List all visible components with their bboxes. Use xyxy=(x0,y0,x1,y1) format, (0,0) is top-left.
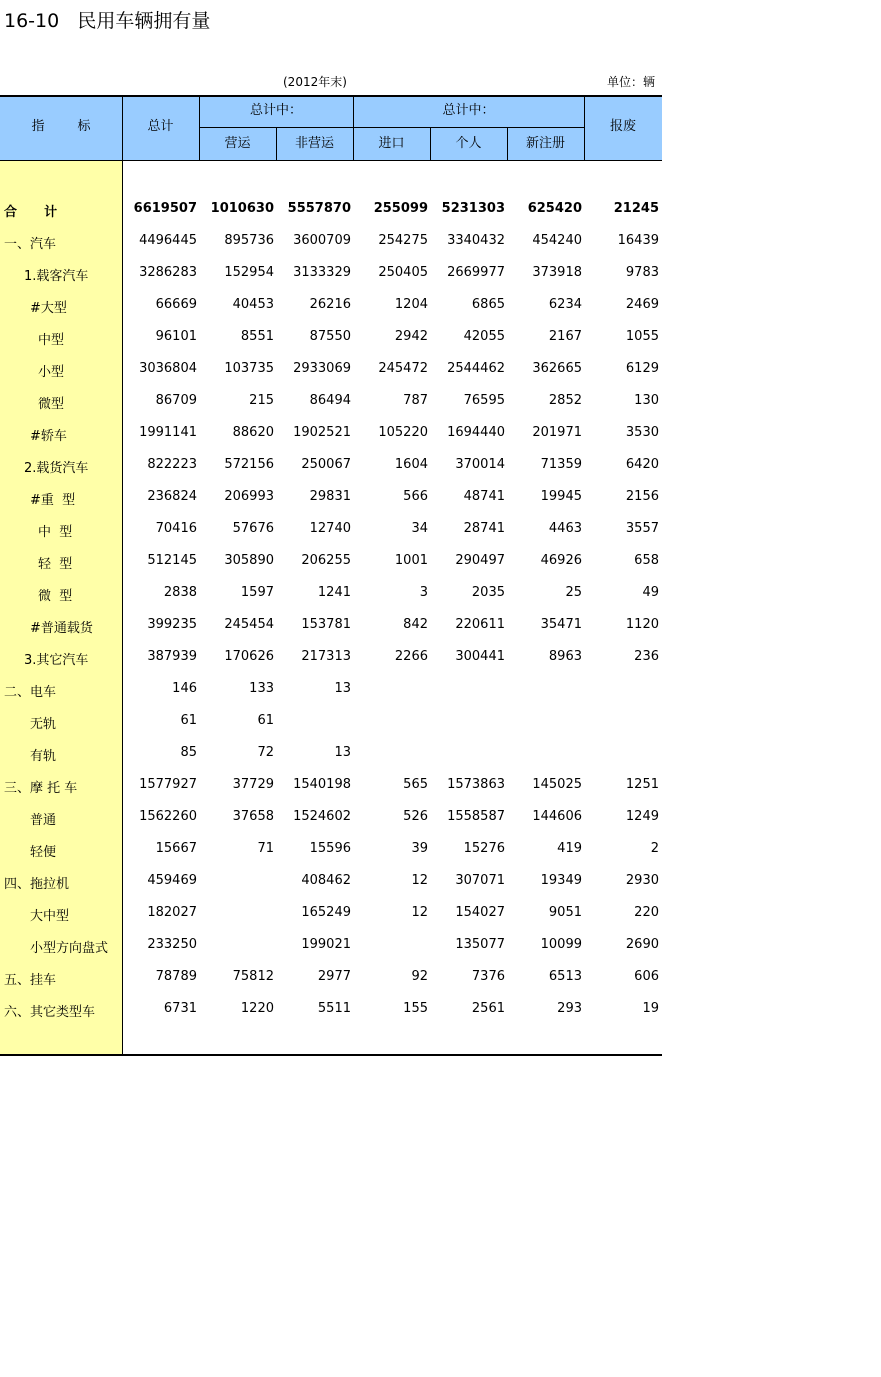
table-cell: 2977 xyxy=(317,969,351,984)
table-cell: 154027 xyxy=(455,905,505,920)
row-label: 微型 xyxy=(38,397,65,412)
table-cell: 5511 xyxy=(317,1001,351,1016)
header-personal: 个人 xyxy=(455,136,482,151)
table-cell: 42055 xyxy=(463,329,505,344)
table-cell: 408462 xyxy=(301,873,351,888)
row-label: 六、其它类型车 xyxy=(4,1005,96,1020)
table-cell: 255099 xyxy=(373,201,428,216)
table-cell: 217313 xyxy=(301,649,351,664)
table-cell: 8963 xyxy=(548,649,582,664)
table-cell: 236 xyxy=(634,649,659,664)
table-cell: 512145 xyxy=(147,553,197,568)
header-group1: 总计中： xyxy=(249,103,302,118)
table-cell: 6129 xyxy=(625,361,659,376)
table-row xyxy=(0,416,662,448)
table-cell: 5557870 xyxy=(287,201,351,216)
table-cell: 34 xyxy=(411,521,428,536)
table-row xyxy=(0,288,662,320)
row-label: 五、挂车 xyxy=(4,973,57,988)
table-cell: 822223 xyxy=(147,457,197,472)
row-label: 轻便 xyxy=(30,845,57,860)
table-title: 16-10 民用车辆拥有量 xyxy=(4,10,211,32)
table-row xyxy=(0,608,662,640)
table-cell: 155 xyxy=(403,1001,428,1016)
table-cell: 2933069 xyxy=(293,361,351,376)
table-cell: 15276 xyxy=(463,841,505,856)
table-cell: 28741 xyxy=(463,521,505,536)
header-new-registered: 新注册 xyxy=(525,136,565,151)
table-cell: 29831 xyxy=(309,489,351,504)
table-cell: 15596 xyxy=(309,841,351,856)
table-cell: 37729 xyxy=(232,777,274,792)
table-cell: 2266 xyxy=(394,649,428,664)
table-cell: 26216 xyxy=(309,297,351,312)
table-cell: 3 xyxy=(419,585,428,600)
row-label: 中 型 xyxy=(38,525,73,540)
table-cell: 1540198 xyxy=(293,777,351,792)
table-row xyxy=(0,576,662,608)
table-cell: 254275 xyxy=(378,233,428,248)
table-cell: 182027 xyxy=(147,905,197,920)
row-label: 小型方向盘式 xyxy=(30,941,109,956)
row-label: 3.其它汽车 xyxy=(24,653,89,668)
table-cell: 293 xyxy=(557,1001,582,1016)
table-cell: 76595 xyxy=(463,393,505,408)
row-label: #轿车 xyxy=(30,429,67,444)
table-cell: 2669977 xyxy=(447,265,505,280)
table-cell: 419 xyxy=(557,841,582,856)
table-cell: 7376 xyxy=(471,969,505,984)
table-cell: 19349 xyxy=(540,873,582,888)
table-cell: 13 xyxy=(334,681,351,696)
table-cell: 135077 xyxy=(455,937,505,952)
table-cell: 6865 xyxy=(471,297,505,312)
table-cell: 9051 xyxy=(548,905,582,920)
table-cell: 206255 xyxy=(301,553,351,568)
table-cell: 1241 xyxy=(317,585,351,600)
row-label: #重 型 xyxy=(30,493,76,508)
table-cell: 1120 xyxy=(625,617,659,632)
table-cell: 21245 xyxy=(613,201,659,216)
unit-label: 单位：辆 xyxy=(607,75,656,89)
table-cell: 3286283 xyxy=(139,265,197,280)
table-cell: 145025 xyxy=(532,777,582,792)
table-row xyxy=(0,480,662,512)
table-cell: 1204 xyxy=(394,297,428,312)
table-cell: 12740 xyxy=(309,521,351,536)
table-cell: 88620 xyxy=(232,425,274,440)
table-cell: 49 xyxy=(642,585,659,600)
table-cell: 566 xyxy=(403,489,428,504)
table-cell: 459469 xyxy=(147,873,197,888)
table-cell: 87550 xyxy=(309,329,351,344)
table-row xyxy=(0,448,662,480)
table-cell: 658 xyxy=(634,553,659,568)
table-cell: 3600709 xyxy=(293,233,351,248)
table-cell: 12 xyxy=(411,905,428,920)
table-row xyxy=(0,640,662,672)
header-imported: 进口 xyxy=(378,136,405,151)
table-cell: 1562260 xyxy=(139,809,197,824)
table-cell: 165249 xyxy=(301,905,351,920)
table-row xyxy=(0,960,662,992)
header-bottom-border xyxy=(0,160,662,161)
row-label: 轻 型 xyxy=(38,557,73,572)
table-row xyxy=(0,672,662,704)
table-row xyxy=(0,704,662,736)
table-cell: 895736 xyxy=(224,233,274,248)
table-cell: 71359 xyxy=(540,457,582,472)
table-row xyxy=(0,800,662,832)
table-cell: 2156 xyxy=(625,489,659,504)
row-label: #普通载货 xyxy=(30,621,93,636)
table-cell: 72 xyxy=(257,745,274,760)
row-label: 三、摩 托 车 xyxy=(4,781,78,796)
table-row xyxy=(0,832,662,864)
table-cell: 35471 xyxy=(540,617,582,632)
table-row xyxy=(0,544,662,576)
table-cell: 4463 xyxy=(548,521,582,536)
table-cell: 2942 xyxy=(394,329,428,344)
table-cell: 1251 xyxy=(625,777,659,792)
table-cell: 61 xyxy=(180,713,197,728)
table-cell: 75812 xyxy=(232,969,274,984)
table-cell: 10099 xyxy=(540,937,582,952)
table-cell: 39 xyxy=(411,841,428,856)
table-cell: 245472 xyxy=(378,361,428,376)
header-indicator: 指 标 xyxy=(31,119,91,134)
table-row xyxy=(0,384,662,416)
table-cell: 305890 xyxy=(224,553,274,568)
table-row xyxy=(0,768,662,800)
table-cell: 144606 xyxy=(532,809,582,824)
table-cell: 373918 xyxy=(532,265,582,280)
table-cell: 245454 xyxy=(224,617,274,632)
table-cell: 57676 xyxy=(232,521,274,536)
table-cell: 362665 xyxy=(532,361,582,376)
table-cell: 1577927 xyxy=(139,777,197,792)
table-cell: 40453 xyxy=(232,297,274,312)
table-cell: 1902521 xyxy=(293,425,351,440)
table-cell: 4496445 xyxy=(139,233,197,248)
table-cell: 6731 xyxy=(163,1001,197,1016)
table-cell: 19 xyxy=(642,1001,659,1016)
table-cell: 2544462 xyxy=(447,361,505,376)
table-cell: 1524602 xyxy=(293,809,351,824)
table-cell: 2690 xyxy=(625,937,659,952)
row-label: 一、汽车 xyxy=(4,237,57,252)
table-cell: 86709 xyxy=(155,393,197,408)
table-cell: 220 xyxy=(634,905,659,920)
table-cell: 2167 xyxy=(548,329,582,344)
table-cell: 250067 xyxy=(301,457,351,472)
table-cell: 37658 xyxy=(232,809,274,824)
data-table xyxy=(0,95,662,1057)
table-cell: 1220 xyxy=(240,1001,274,1016)
row-label: 2.载货汽车 xyxy=(24,461,89,476)
table-cell: 2930 xyxy=(625,873,659,888)
table-cell: 66669 xyxy=(155,297,197,312)
table-cell: 206993 xyxy=(224,489,274,504)
table-cell: 1694440 xyxy=(447,425,505,440)
table-cell: 387939 xyxy=(147,649,197,664)
header-non-operating: 非营运 xyxy=(294,136,334,151)
row-label: 1.载客汽车 xyxy=(24,269,89,284)
table-cell: 130 xyxy=(634,393,659,408)
table-cell: 103735 xyxy=(224,361,274,376)
table-cell: 86494 xyxy=(309,393,351,408)
table-row xyxy=(0,224,662,256)
table-cell: 2035 xyxy=(471,585,505,600)
table-cell: 71 xyxy=(257,841,274,856)
table-row xyxy=(0,352,662,384)
table-cell: 8551 xyxy=(240,329,274,344)
table-cell: 842 xyxy=(403,617,428,632)
header-scrapped: 报废 xyxy=(609,119,636,134)
table-cell: 1010630 xyxy=(210,201,274,216)
table-row xyxy=(0,736,662,768)
table-cell: 152954 xyxy=(224,265,274,280)
row-label: 无轨 xyxy=(30,717,57,732)
table-row xyxy=(0,992,662,1024)
table-cell: 565 xyxy=(403,777,428,792)
table-cell: 3133329 xyxy=(293,265,351,280)
table-cell: 1249 xyxy=(625,809,659,824)
table-row xyxy=(0,928,662,960)
table-cell: 1573863 xyxy=(447,777,505,792)
table-cell: 606 xyxy=(634,969,659,984)
table-cell: 12 xyxy=(411,873,428,888)
table-cell: 3557 xyxy=(625,521,659,536)
table-cell: 199021 xyxy=(301,937,351,952)
table-row xyxy=(0,512,662,544)
row-label: 四、拖拉机 xyxy=(4,877,70,892)
table-cell: 48741 xyxy=(463,489,505,504)
table-cell: 290497 xyxy=(455,553,505,568)
table-cell: 105220 xyxy=(378,425,428,440)
table-cell: 46926 xyxy=(540,553,582,568)
table-cell: 370014 xyxy=(455,457,505,472)
table-cell: 2 xyxy=(650,841,659,856)
table-cell: 15667 xyxy=(155,841,197,856)
row-label: 中型 xyxy=(38,333,65,348)
table-cell: 201971 xyxy=(532,425,582,440)
table-cell: 170626 xyxy=(224,649,274,664)
row-label: 合 计 xyxy=(4,205,58,220)
table-cell: 16439 xyxy=(617,233,659,248)
table-cell: 6513 xyxy=(548,969,582,984)
table-cell: 215 xyxy=(249,393,274,408)
table-cell: 1604 xyxy=(394,457,428,472)
table-cell: 236824 xyxy=(147,489,197,504)
table-cell: 2838 xyxy=(163,585,197,600)
bottom-border xyxy=(0,1054,662,1056)
table-cell: 133 xyxy=(249,681,274,696)
row-label: 有轨 xyxy=(30,749,57,764)
table-cell: 25 xyxy=(565,585,582,600)
table-row xyxy=(0,896,662,928)
table-cell: 61 xyxy=(257,713,274,728)
table-cell: 233250 xyxy=(147,937,197,952)
table-cell: 1558587 xyxy=(447,809,505,824)
table-cell: 5231303 xyxy=(441,201,505,216)
table-cell: 2561 xyxy=(471,1001,505,1016)
table-cell: 92 xyxy=(411,969,428,984)
table-cell: 572156 xyxy=(224,457,274,472)
table-cell: 625420 xyxy=(527,201,582,216)
header-group2: 总计中： xyxy=(442,103,495,118)
table-cell: 13 xyxy=(334,745,351,760)
table-cell: 526 xyxy=(403,809,428,824)
table-row xyxy=(0,320,662,352)
table-row xyxy=(0,864,662,896)
row-label: #大型 xyxy=(30,301,67,316)
row-label: 小型 xyxy=(38,365,65,380)
table-cell: 6234 xyxy=(548,297,582,312)
table-cell: 153781 xyxy=(301,617,351,632)
table-cell: 6619507 xyxy=(133,201,197,216)
table-cell: 146 xyxy=(172,681,197,696)
table-row xyxy=(0,256,662,288)
group2-divider xyxy=(353,127,584,128)
table-row xyxy=(0,192,662,224)
table-cell: 3036804 xyxy=(139,361,197,376)
table-cell: 300441 xyxy=(455,649,505,664)
table-cell: 307071 xyxy=(455,873,505,888)
table-cell: 454240 xyxy=(532,233,582,248)
table-cell: 1001 xyxy=(394,553,428,568)
table-cell: 250405 xyxy=(378,265,428,280)
table-cell: 3340432 xyxy=(447,233,505,248)
table-subtitle: (2012年末) xyxy=(283,75,347,89)
table-cell: 9783 xyxy=(625,265,659,280)
table-cell: 399235 xyxy=(147,617,197,632)
table-cell: 19945 xyxy=(540,489,582,504)
header-operating: 营运 xyxy=(224,136,251,151)
table-cell: 2469 xyxy=(625,297,659,312)
table-cell: 96101 xyxy=(155,329,197,344)
header-total: 总计 xyxy=(147,119,174,134)
table-cell: 6420 xyxy=(625,457,659,472)
top-border xyxy=(0,95,662,97)
row-label: 普通 xyxy=(30,813,57,828)
table-cell: 85 xyxy=(180,745,197,760)
table-cell: 70416 xyxy=(155,521,197,536)
table-cell: 1055 xyxy=(625,329,659,344)
row-label: 二、电车 xyxy=(4,685,57,700)
table-cell: 220611 xyxy=(455,617,505,632)
table-cell: 3530 xyxy=(625,425,659,440)
row-label: 大中型 xyxy=(30,909,70,924)
table-cell: 1991141 xyxy=(139,425,197,440)
table-cell: 2852 xyxy=(548,393,582,408)
row-label: 微 型 xyxy=(38,589,73,604)
table-cell: 1597 xyxy=(240,585,274,600)
table-cell: 787 xyxy=(403,393,428,408)
table-cell: 78789 xyxy=(155,969,197,984)
